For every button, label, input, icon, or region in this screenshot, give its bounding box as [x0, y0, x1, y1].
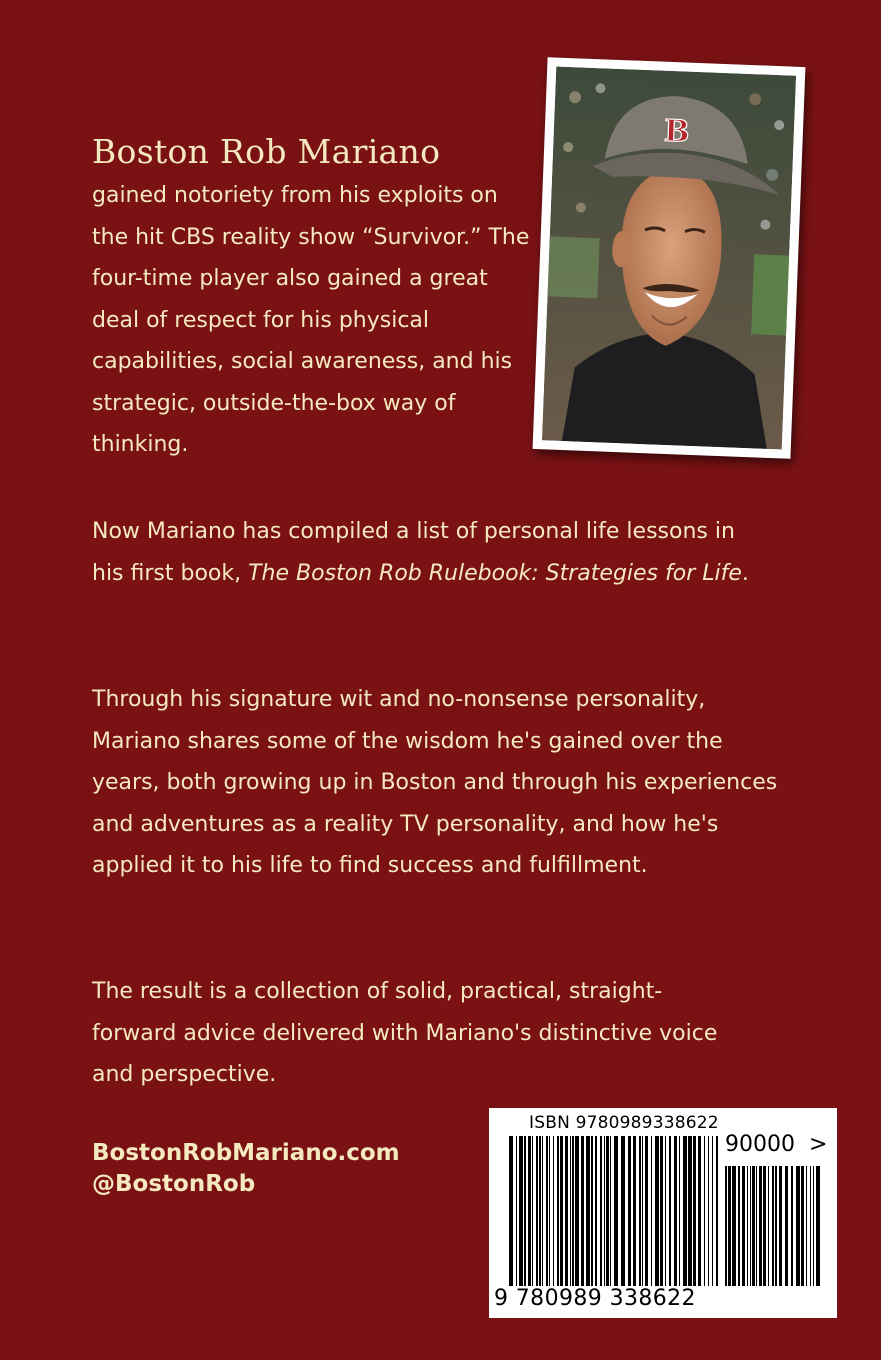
barcode-bar	[796, 1166, 800, 1286]
blurb-paragraph-4: The result is a collection of solid, practical, straight-forward advice delivered with Mariano's distinctive voice and perspective.	[92, 979, 718, 1087]
barcode-bar	[539, 1136, 541, 1286]
isbn-label: ISBN 9780989338622	[529, 1113, 719, 1133]
barcode-bar	[581, 1136, 584, 1286]
blurb-paragraph-1: gained notoriety from his exploits on the hit CBS reality show “Survivor.” The four-time player also gained a great deal of respect for his physical capabilities, social awareness, and his strategic, outside-the-box way of thinking.	[92, 183, 530, 457]
cap-logo-text: B	[663, 113, 691, 150]
website-link[interactable]: BostonRobMariano.com	[92, 1140, 400, 1166]
barcode-bar	[674, 1136, 677, 1286]
barcode-bar	[725, 1166, 727, 1286]
barcode-bar	[679, 1136, 680, 1286]
barcode-bar	[516, 1136, 517, 1286]
author-name: Boston Rob Mariano	[92, 132, 441, 171]
barcode-bar	[519, 1136, 523, 1286]
book-title: The Boston Rob Rulebook: Strategies for Life	[248, 560, 742, 586]
barcode-bar	[779, 1166, 782, 1286]
barcode-bar	[816, 1166, 820, 1286]
barcode-bar	[752, 1166, 755, 1286]
barcode-bar	[557, 1136, 559, 1286]
barcode-bar	[708, 1136, 709, 1286]
barcode-bar	[785, 1166, 788, 1286]
barcode-bar	[747, 1166, 748, 1286]
barcode-bar	[591, 1136, 593, 1286]
barcode-bar	[546, 1136, 548, 1286]
barcode-bar	[572, 1136, 574, 1286]
barcode-bar	[772, 1166, 774, 1286]
barcode-bar	[742, 1166, 745, 1286]
barcode-bar	[575, 1136, 579, 1286]
author-photo	[533, 57, 806, 459]
barcode-bar	[600, 1136, 602, 1286]
barcode-bar	[509, 1136, 513, 1286]
barcode-bar	[775, 1166, 777, 1286]
barcode-bar	[628, 1136, 631, 1286]
barcode-bar	[791, 1166, 793, 1286]
barcode-bar	[728, 1166, 731, 1286]
barcode-bar	[536, 1136, 538, 1286]
barcode-bar	[606, 1136, 609, 1286]
barcode-bar	[813, 1166, 814, 1286]
barcode-bar	[738, 1166, 740, 1286]
barcode-bar	[621, 1136, 625, 1286]
blurb-paragraph-2-lead: Now Mariano has compiled a list of personal life lessons in his first book,	[92, 519, 735, 586]
barcode-bar	[528, 1136, 531, 1286]
barcode-bar	[570, 1136, 571, 1286]
barcode-bar	[651, 1136, 652, 1286]
barcode-bar	[759, 1166, 762, 1286]
barcode-bar	[614, 1136, 618, 1286]
barcode-bar	[560, 1136, 563, 1286]
isbn-barcode	[489, 1108, 837, 1318]
barcode-bar	[669, 1136, 671, 1286]
barcode-bar	[524, 1136, 526, 1286]
barcode-bar	[586, 1136, 590, 1286]
barcode-bar	[763, 1166, 766, 1286]
barcode-bar	[688, 1136, 692, 1286]
social-handle-link[interactable]: @BostonRob	[92, 1171, 256, 1197]
barcode-bar	[610, 1136, 611, 1286]
barcode-bar	[693, 1136, 696, 1286]
barcode-bar	[642, 1136, 643, 1286]
barcode-bar	[660, 1136, 663, 1286]
barcode-bar	[750, 1166, 751, 1286]
barcode-bar	[716, 1136, 718, 1286]
author-links	[92, 1138, 400, 1200]
barcode-bar	[542, 1136, 543, 1286]
barcode-bar	[645, 1136, 648, 1286]
barcode-bar	[756, 1166, 757, 1286]
barcode-bar	[698, 1136, 701, 1286]
barcode-bar	[553, 1136, 554, 1286]
barcode-bar	[633, 1136, 636, 1286]
barcode-digits: 9 780989 338622	[494, 1286, 696, 1311]
barcode-bar	[683, 1136, 687, 1286]
blurb-paragraph-2	[92, 511, 752, 594]
blurb-paragraph-2-end: .	[741, 560, 749, 586]
barcode-bar	[732, 1166, 736, 1286]
barcode-bar	[665, 1136, 666, 1286]
barcode-bar	[768, 1166, 769, 1286]
barcode-bar	[801, 1166, 804, 1286]
price-arrow: >	[809, 1132, 828, 1157]
barcode-bar	[549, 1136, 550, 1286]
barcode-bar	[655, 1136, 659, 1286]
barcode-bar	[604, 1136, 605, 1286]
author-portrait-illustration	[542, 67, 796, 450]
barcode-bar	[595, 1136, 597, 1286]
barcode-bar	[810, 1166, 811, 1286]
barcode-bar	[712, 1136, 713, 1286]
barcode-bar	[639, 1136, 641, 1286]
barcode-bar	[565, 1136, 568, 1286]
barcode-bar	[806, 1166, 807, 1286]
barcode-bar	[704, 1136, 705, 1286]
price-code: 90000	[725, 1132, 795, 1157]
barcode-bar	[532, 1136, 533, 1286]
blurb-paragraph-3: Through his signature wit and no-nonsense personality, Mariano shares some of the wisdom he's gained over the years, both growing up in Boston and through his experiences and adventures as a reality TV personality, and how he's applied it to his life to find success and fulfillment.	[92, 687, 778, 878]
